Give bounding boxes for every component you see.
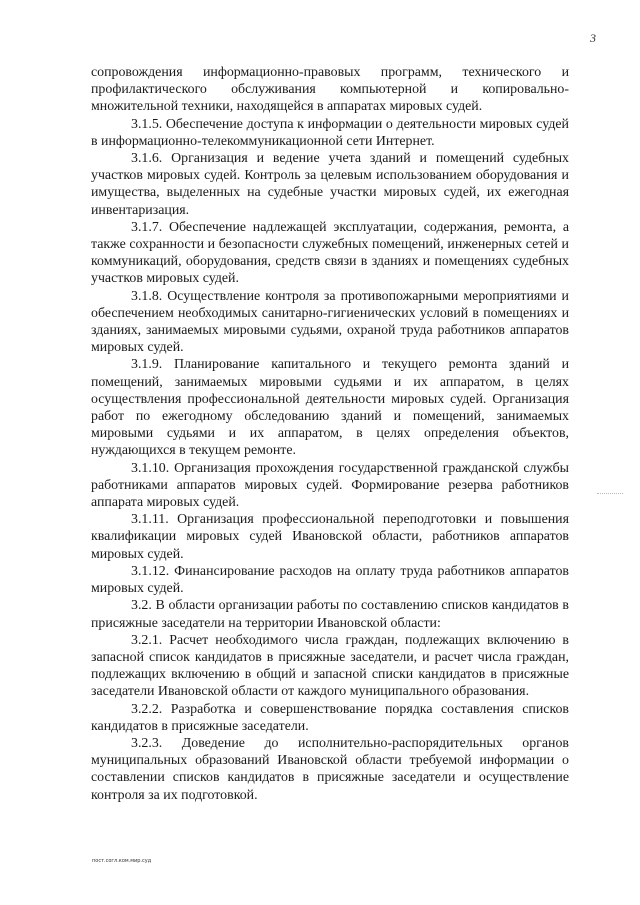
paragraph-3-1-6: 3.1.6. Организация и ведение учета зданий и помещений судебных участков мировых судей. Контроль за целевым использованием оборудования и имущества, выделенных на судебные участки мировых судей, их ежегодная инвентаризация. [91, 151, 569, 218]
paragraph-3-2-1: 3.2.1. Расчет необходимого числа граждан, подлежащих включению в запасной список кандидатов в присяжные заседатели, и расчет числа граждан, подлежащих включению в общий и запасной списки кандидатов в присяжные заседатели Ивановской области от каждого муниципального образования. [91, 632, 569, 700]
paragraph-continuation: сопровождения информационно-правовых программ, технического и профилактического обслуживания компьютерной и копировально-множительной техники, находящейся в аппаратах мировых судей. [91, 65, 569, 115]
page-number: 3 [590, 31, 596, 45]
footer-file-note: пост.согл.ком.мир.суд [92, 858, 152, 864]
paragraph-3-2: 3.2. В области организации работы по составлению списков кандидатов в присяжные заседатели на территории Ивановской области: [91, 598, 569, 631]
paragraph-3-1-12: 3.1.12. Финансирование расходов на оплату труда работников аппаратов мировых судей. [91, 563, 569, 597]
paragraph-3-1-9: 3.1.9. Планирование капитального и текущего ремонта зданий и помещений, занимаемых мировыми судьями и их аппаратом, в целях осуществления профессиональной деятельности мировых судей. Организация работ по ежегодному обследованию зданий и помещений, занимаемых мировыми судьями и их аппаратом, в целях определения объектов, нуждающихся в текущем ремонте. [91, 357, 569, 459]
margin-dotted-mark [597, 493, 623, 494]
paragraph-3-2-2: 3.2.2. Разработка и совершенствование порядка составления списков кандидатов в присяжные заседатели. [91, 701, 569, 734]
paragraph-3-1-11: 3.1.11. Организация профессиональной переподготовки и повышения квалификации мировых судей Ивановской области, работников аппаратов мировых судей. [91, 512, 569, 562]
paragraph-3-1-8: 3.1.8. Осуществление контроля за противопожарными мероприятиями и обеспечением необходимых санитарно-гигиенических условий в помещениях и зданиях, занимаемых мировыми судьями, охраной труда работников аппаратов мировых судей. [91, 288, 569, 356]
paragraph-3-1-10: 3.1.10. Организация прохождения государственной гражданской службы работниками аппаратов мировых судей. Формирование резерва работников аппарата мировых судей. [91, 460, 569, 511]
document-text [91, 64, 569, 804]
paragraph-3-2-3: 3.2.3. Доведение до исполнительно-распорядительных органов муниципальных образований Ивановской области требуемой информации о составлении списков кандидатов в присяжные заседатели и осуществление контроля за их подготовкой. [91, 735, 569, 803]
paragraph-3-1-5: 3.1.5. Обеспечение доступа к информации о деятельности мировых судей в информационно-телекоммуникационной сети Интернет. [91, 116, 569, 149]
paragraph-3-1-7: 3.1.7. Обеспечение надлежащей эксплуатации, содержания, ремонта, а также сохранности и безопасности служебных помещений, инженерных сетей и коммуникаций, оборудования, средств связи в зданиях и помещениях судебных участков мировых судей. [91, 219, 569, 287]
